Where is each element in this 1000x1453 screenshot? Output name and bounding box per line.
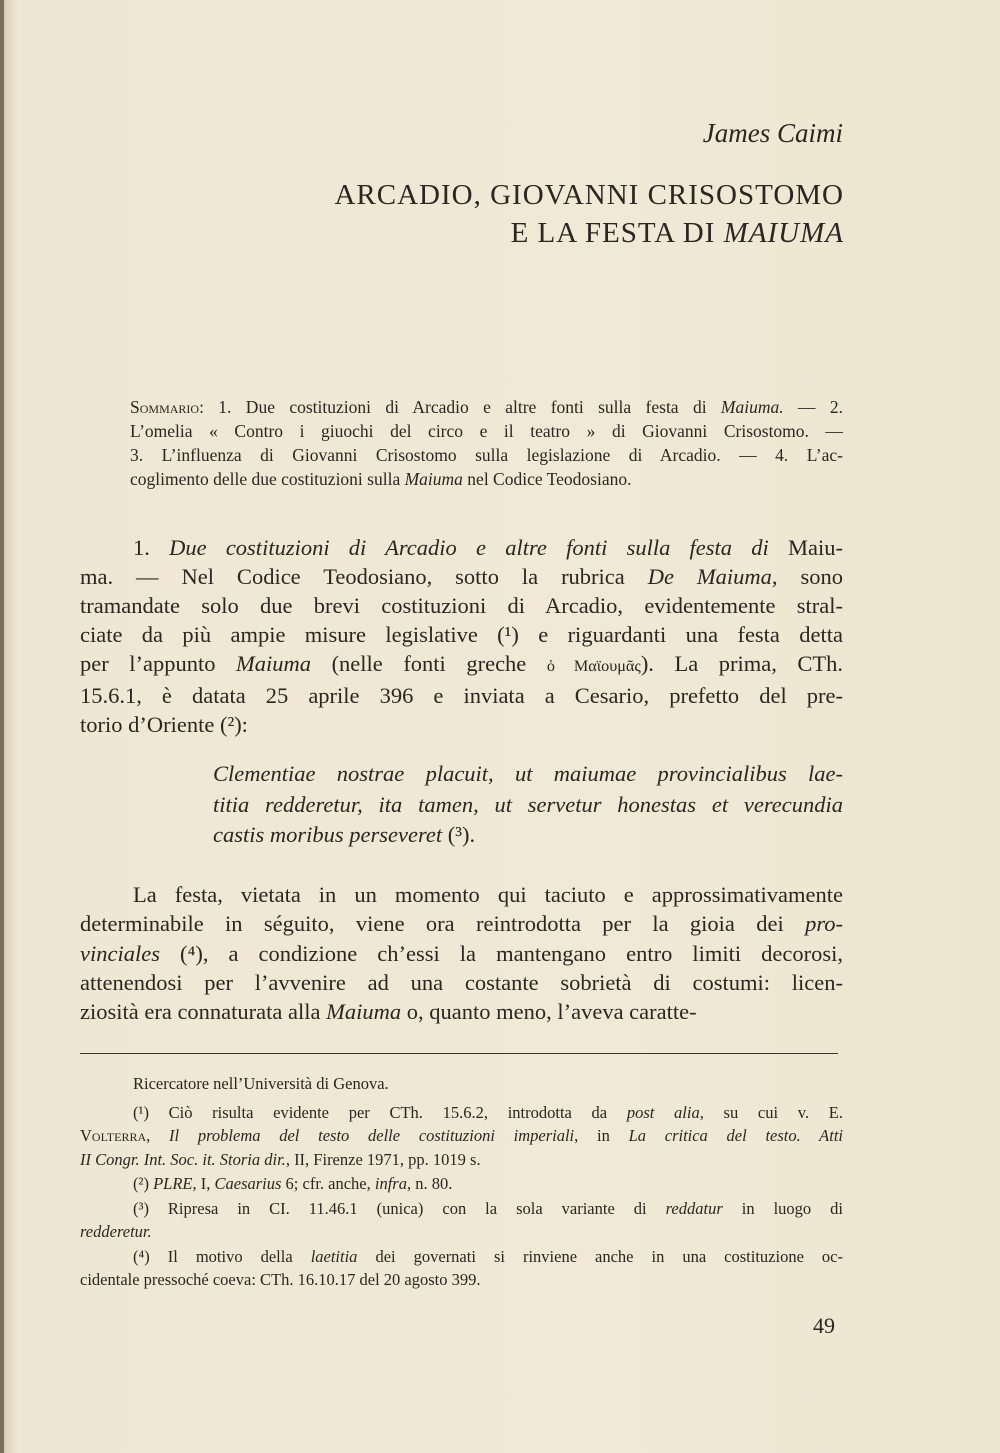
text-segment: (²) [133,1174,154,1193]
text-line [80,997,843,1026]
text-segment: ). La prima, CTh. [640,651,843,676]
footnote [80,1245,843,1292]
text-line [80,562,843,591]
italic-text: Maiuma [326,999,402,1025]
text-line [80,533,843,562]
text-segment: , [146,1126,170,1145]
text-segment: , I, [192,1174,215,1193]
text-segment: (³) Ripresa in CI. 11.46.1 (unica) con la sola variante di [133,1198,666,1218]
italic-text: Maiuma [404,469,463,489]
italic-text: post alia [626,1102,700,1122]
text-segment: ziosità era connaturata alla [80,999,327,1025]
text-line [80,880,843,909]
text-line [80,1268,843,1292]
italic-text: Maiuma. [720,397,784,417]
paragraph-2 [80,880,843,1026]
text-segment: nel Codice Teodosiano. [462,469,632,489]
text-line [130,467,843,491]
text-line [80,1148,843,1172]
text-segment: , su cui v. E. [699,1102,843,1122]
italic-text: Maiuma [236,651,312,676]
text-segment: La festa, vietata in un momento qui taciuto e approssimativamente [133,882,843,907]
text-line [213,820,843,851]
italic-text: Due costituzioni di Arcadio e altre fonti sulla festa di [169,535,769,560]
text-segment: , sono [771,564,843,589]
text-segment: , n. 80. [406,1174,453,1193]
latin-quotation [213,759,843,851]
text-line [80,968,843,997]
text-segment: 6; cfr. anche, [281,1174,375,1193]
text-segment: 3. L’influenza di Giovanni Crisostomo sulla legislazione di Arcadio. — 4. L’ac- [130,445,843,465]
text-segment: torio d’Oriente (²): [80,712,248,737]
footnote [80,1197,843,1244]
footnote [80,1172,843,1196]
small-caps-text: Volterra [80,1126,147,1145]
text-line [213,759,843,790]
italic-text: Clementiae nostrae placuit, ut maiumae provincialibus lae- [213,761,843,786]
footnote-divider [80,1053,838,1054]
italic-text: redderetur. [80,1222,152,1241]
text-segment: o, quanto meno, l’aveva caratte- [401,999,697,1025]
italic-text: La critica del testo. Atti [628,1126,844,1145]
text-line [80,1220,843,1244]
text-line [80,1197,843,1221]
italic-text: Caesarius [214,1174,282,1193]
text-segment: dei governati si rinviene anche in una costituzione oc- [357,1246,843,1266]
text-line [80,1172,843,1196]
text-segment: Ricercatore nell’Università di Genova. [133,1074,389,1093]
text-segment: attenendosi per l’avvenire ad una costante sobrietà di costumi: licen- [80,969,843,995]
greek-text: ὁ Μαϊουμᾶς [546,657,641,675]
text-segment: Maiu- [768,535,843,560]
italic-text: II Congr. Int. Soc. it. Storia dir. [80,1149,286,1169]
italic-text: reddatur [665,1198,723,1218]
text-line [80,620,843,649]
text-segment: L’omelia « Contro i giuochi del circo e il teatro » di Giovanni Crisostomo. — [130,421,843,441]
text-line [80,939,843,968]
italic-text: infra [374,1174,407,1193]
text-segment: cidentale pressoché coeva: CTh. 16.10.17 del 20 agosto 399. [80,1270,481,1289]
text-segment: (⁴), a condizione ch’essi la mantengano entro limiti decorosi, [159,940,843,966]
text-segment: (³). [442,822,476,847]
text-segment: : 1. Due costituzioni di Arcadio e altre fonti sulla festa di [199,397,721,417]
section-1-paragraph [80,533,843,739]
page-edge [0,0,4,1453]
text-line [80,710,843,739]
italic-text: vinciales [80,940,160,966]
author-name: James Caimi [702,118,843,148]
text-segment: in luogo di [722,1198,843,1218]
italic-text: De Maiuma [647,564,772,589]
text-line [130,395,843,419]
text-segment: , in [574,1126,629,1145]
text-segment: (⁴) Il motivo della [133,1246,311,1266]
italic-text: PLRE [153,1174,193,1193]
text-line [80,591,843,620]
text-segment: (nelle fonti greche [311,651,547,676]
text-segment: (¹) Ciò risulta evidente per CTh. 15.6.2, introdotta da [133,1102,627,1122]
title-line-2-text: E LA FESTA DI [510,217,724,249]
text-segment: ma. — Nel Codice Teodosiano, sotto la rubrica [80,564,648,589]
italic-text: Il problema del testo delle costituzioni imperiali [169,1126,575,1145]
italic-text: titia redderetur, ita tamen, ut servetur honestas et verecundia [213,791,843,817]
text-segment: coglimento delle due costituzioni sulla [130,469,405,489]
text-segment: 1. [133,535,170,560]
text-segment: — 2. [783,397,843,417]
text-segment: per l’appunto [80,651,237,676]
text-line [130,419,843,443]
text-line [80,1245,843,1269]
summary [130,395,843,491]
text-line [80,649,843,681]
article-title [334,176,844,252]
text-line [130,443,843,467]
title-line-1: ARCADIO, GIOVANNI CRISOSTOMO [334,179,844,211]
text-segment: determinabile in séguito, viene ora reintrodotta per la gioia dei [80,911,806,937]
text-line [213,790,843,821]
title-line-2 [334,214,844,252]
text-line [80,909,843,938]
italic-text: laetitia [310,1246,358,1266]
text-line [80,1124,843,1148]
text-segment: tramandate solo due brevi costituzioni di Arcadio, evidentemente stral- [80,593,843,618]
text-segment: 15.6.1, è datata 25 aprile 396 e inviata a Cesario, prefetto del pre- [80,683,843,708]
footnote [80,1101,843,1172]
italic-text: castis moribus perseveret [213,822,443,847]
text-line [80,681,843,710]
text-line [80,1072,843,1096]
title-line-2-italic: MAIUMA [723,217,844,249]
text-segment: , II, Firenze 1971, pp. 1019 s. [285,1149,481,1169]
italic-text: pro- [805,911,843,937]
footnotes [80,1072,843,1293]
text-segment: ciate da più ampie misure legislative (¹) e riguardanti una festa detta [80,622,843,647]
affiliation-note [80,1072,843,1096]
page-number: 49 [813,1313,835,1338]
text-line [80,1101,843,1125]
small-caps-text: Sommario [130,397,200,417]
